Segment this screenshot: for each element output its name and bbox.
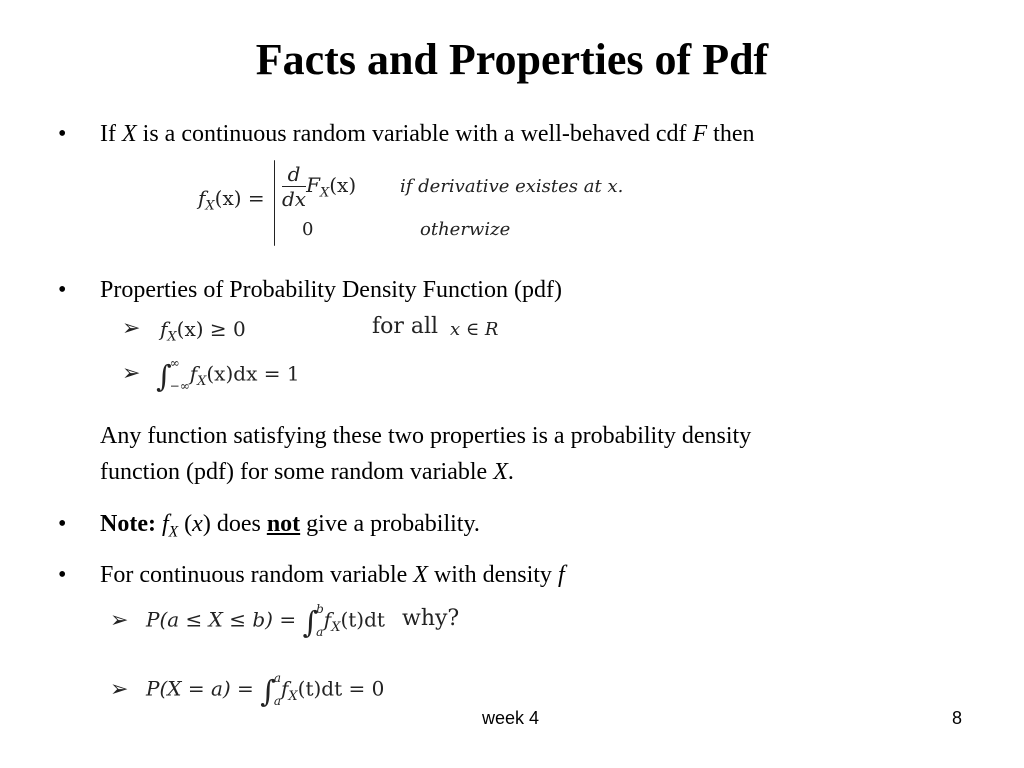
- footer-week: week 4: [482, 708, 540, 728]
- prop2-formula: [156, 352, 300, 398]
- b4-var-x: X: [413, 562, 428, 588]
- formula1-deriv-func: F: [306, 173, 320, 197]
- formula1-deriv-sub: X: [319, 185, 330, 201]
- formula3-lhs: P(a ≤ X ≤ b) =: [146, 607, 297, 632]
- note-label: Note:: [100, 511, 156, 537]
- formula3-why: why?: [402, 606, 460, 631]
- formula3-arrow-icon: ➢: [110, 608, 129, 633]
- note-not: not: [266, 511, 301, 537]
- formula4-limits: [274, 667, 281, 713]
- formula4-sub: X: [288, 688, 298, 704]
- prop1-f: f: [160, 317, 168, 341]
- formula3-rest: (t)dt: [340, 607, 385, 632]
- note-f: f: [161, 511, 169, 537]
- formula4: [146, 667, 384, 713]
- note-arg-open: (: [178, 511, 193, 537]
- prop1-rest: (x) ≥ 0: [176, 317, 246, 341]
- b1-pre: If: [100, 121, 122, 147]
- formula1-condition-2: otherwize: [420, 219, 511, 240]
- formula1-case1: [282, 162, 356, 211]
- bullet-2-marker: •: [58, 277, 67, 303]
- prop2-arrow-icon: ➢: [122, 361, 141, 386]
- b1-mid: is a continuous random variable with a well-behaved cdf: [136, 121, 693, 147]
- note-does: does: [210, 511, 267, 537]
- any-line2-post: .: [507, 459, 514, 485]
- formula3-upper-limit: b: [316, 602, 324, 616]
- bullet-1-text: [100, 116, 754, 152]
- formula1-condition-1: if derivative existes at x.: [400, 176, 624, 197]
- bullet-3-note: [100, 506, 480, 544]
- formula4-rest: (t)dt = 0: [297, 676, 385, 701]
- prop1-sub: X: [167, 329, 177, 345]
- prop2-rest: (x)dx = 1: [206, 361, 300, 386]
- formula4-upper-limit: a: [273, 671, 281, 685]
- b4-pre: For continuous random variable: [100, 562, 414, 588]
- formula3-lower-limit: a: [316, 624, 324, 639]
- b4-var-f: f: [557, 562, 565, 588]
- b1-var-f: F: [692, 121, 708, 147]
- any-function-line-2: [100, 454, 514, 490]
- formula4-arrow-icon: ➢: [110, 677, 129, 702]
- any-function-line-1: Any function satisfying these two properties is a probability density: [100, 423, 752, 449]
- formula3-limits: [316, 598, 324, 644]
- prop2-lower-limit: −∞: [169, 378, 190, 393]
- prop2-upper-limit: ∞: [169, 356, 180, 370]
- formula4-lhs: P(X = a) =: [146, 676, 254, 701]
- prop2-sub: X: [197, 373, 207, 389]
- bullet-4-text: [100, 557, 565, 593]
- note-arg-close: ): [202, 511, 211, 537]
- formula1-derivative-fraction: [282, 162, 306, 211]
- prop1-forall: for all: [372, 314, 439, 339]
- bullet-1-marker: •: [58, 121, 67, 147]
- slide-title: Facts and Properties of Pdf: [255, 35, 769, 84]
- formula1-lhs-f: f: [198, 186, 206, 210]
- formula1-deriv-arg: (x): [329, 173, 357, 197]
- bullet-3-marker: •: [58, 511, 67, 537]
- prop1-arrow-icon: ➢: [122, 316, 141, 341]
- prop1-domain: x ∈ R: [450, 319, 499, 340]
- formula1-brace: [274, 160, 275, 246]
- formula3-f: f: [323, 607, 332, 632]
- b1-post: then: [707, 121, 755, 147]
- note-arg: x: [192, 511, 203, 537]
- any-line2-var: X: [493, 459, 508, 485]
- formula1-lhs-arg: (x) =: [214, 186, 265, 210]
- formula3-integral-sign: ∫: [302, 605, 319, 641]
- formula1-deriv-num: d: [282, 162, 306, 187]
- formula1-lhs-sub: X: [205, 198, 215, 214]
- bullet-4-marker: •: [58, 562, 67, 588]
- formula1-deriv-den: dx: [282, 187, 307, 211]
- formula3: [146, 598, 385, 644]
- prop2-f: f: [189, 361, 198, 386]
- note-sub: X: [168, 523, 179, 541]
- prop2-integral-sign: ∫: [156, 359, 172, 395]
- b4-mid: with density: [427, 562, 558, 588]
- formula1-lhs: [198, 186, 265, 214]
- any-line2-pre: function (pdf) for some random variable: [100, 459, 494, 485]
- formula1-case2: 0: [302, 219, 314, 240]
- b1-var-x: X: [121, 121, 137, 147]
- prop2-limits: [170, 352, 190, 398]
- bullet-2-text: Properties of Probability Density Function (pdf): [100, 277, 562, 303]
- formula3-sub: X: [331, 619, 341, 635]
- formula4-lower-limit: a: [273, 693, 281, 708]
- prop1-formula: [160, 317, 246, 345]
- formula4-f: f: [280, 676, 289, 701]
- formula4-integral-sign: ∫: [260, 674, 276, 710]
- footer-page-number: 8: [952, 708, 963, 728]
- note-post: give a probability.: [300, 511, 480, 537]
